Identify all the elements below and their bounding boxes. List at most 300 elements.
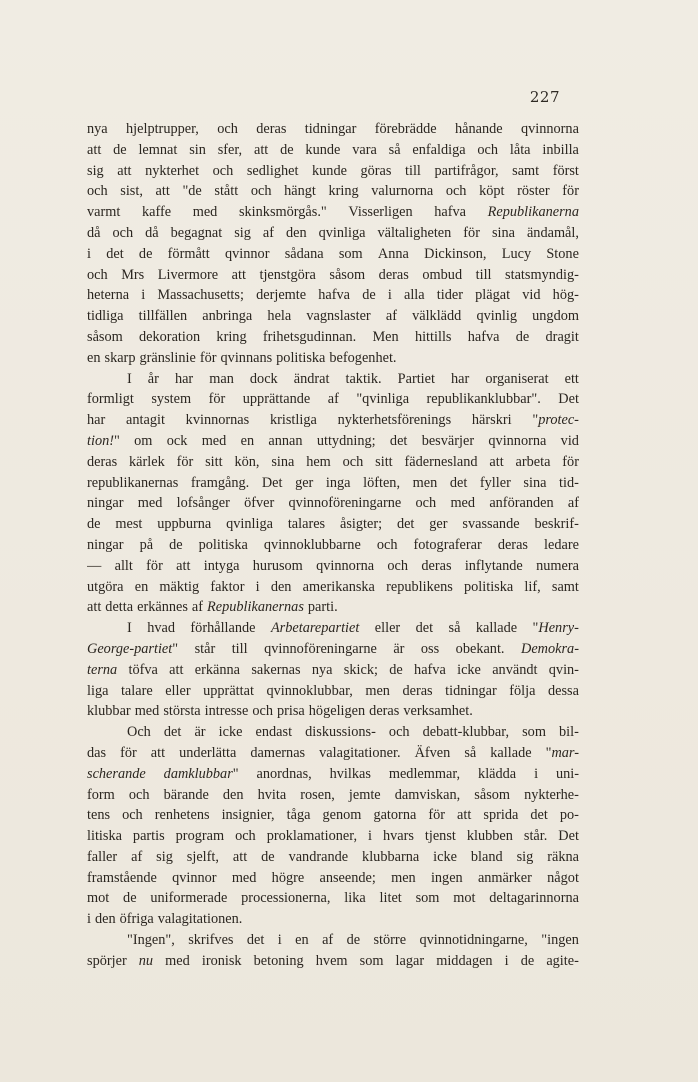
word: en xyxy=(295,932,309,949)
word: icke xyxy=(457,661,481,678)
word: ungdom xyxy=(532,308,579,325)
word: de xyxy=(346,932,361,949)
word: Men xyxy=(372,328,399,345)
text-line xyxy=(87,535,579,556)
word: Anna xyxy=(377,245,409,262)
word: större xyxy=(373,932,407,949)
word: hela xyxy=(267,308,292,325)
word: de xyxy=(113,141,127,158)
word: öfver xyxy=(244,495,275,512)
word: "qvinliga xyxy=(356,391,410,408)
word: ingen xyxy=(430,869,463,886)
word: att xyxy=(87,141,102,158)
word: och xyxy=(87,266,108,283)
word: tidningar xyxy=(304,121,357,137)
word: faller xyxy=(87,848,118,865)
word: middagen xyxy=(436,952,493,969)
word: heterna xyxy=(87,287,130,304)
word: och xyxy=(87,183,108,200)
word: liga xyxy=(87,682,109,699)
word: har xyxy=(174,370,194,387)
word: genom xyxy=(322,807,362,824)
word: George-partiet" xyxy=(87,640,179,657)
word: "ingen xyxy=(541,932,579,949)
word: lofsånger xyxy=(176,495,230,512)
word: qvinnorna xyxy=(316,557,375,574)
word: i xyxy=(277,932,282,949)
word: fotograferar xyxy=(413,536,482,553)
word: vältaligheten xyxy=(377,224,452,241)
text-line xyxy=(87,701,579,722)
text-line xyxy=(87,743,579,764)
word: Äfven xyxy=(414,744,451,761)
text-line xyxy=(87,452,579,473)
word: mest xyxy=(115,516,143,533)
word: deras xyxy=(378,266,409,283)
word: klubbarna xyxy=(362,848,420,865)
word: står xyxy=(194,640,216,657)
text-line xyxy=(87,265,579,286)
word: och xyxy=(235,828,256,845)
word: system xyxy=(151,391,192,408)
word: välklädd xyxy=(412,308,462,325)
word: arbeta xyxy=(515,453,551,470)
word: vandrande xyxy=(288,848,349,865)
word: att xyxy=(150,744,166,761)
word: formligt xyxy=(87,391,134,408)
word: förhållande xyxy=(190,620,256,637)
word: att xyxy=(253,141,269,158)
word: om xyxy=(134,432,153,449)
word: och xyxy=(477,141,499,158)
word: kallade xyxy=(475,620,518,637)
text-line xyxy=(87,306,579,327)
word: anföranden xyxy=(489,495,554,512)
word: kvinnornas xyxy=(185,412,250,429)
word: som xyxy=(415,890,440,907)
word: spörjer xyxy=(87,952,127,969)
word: att xyxy=(489,453,504,470)
word: hafva xyxy=(318,287,351,304)
word: står. xyxy=(523,828,548,845)
word: sådana xyxy=(284,245,324,262)
word: kring xyxy=(216,328,247,345)
word: förmått xyxy=(167,245,210,262)
word: ger xyxy=(429,516,448,533)
text-line xyxy=(87,223,579,244)
word: att xyxy=(457,807,472,824)
word: till xyxy=(231,640,248,657)
word: tjenstgöra xyxy=(259,266,316,283)
word: i xyxy=(87,245,91,262)
word: deltagarinnorna xyxy=(489,890,579,907)
word: och xyxy=(342,453,364,470)
word: eller xyxy=(165,682,191,699)
word: och xyxy=(388,724,410,741)
word: i xyxy=(504,952,509,969)
word: den xyxy=(285,224,307,241)
word: ändrat xyxy=(293,370,330,387)
text-line xyxy=(87,140,579,161)
word: republikanklubbar". xyxy=(426,391,541,408)
text-line xyxy=(87,285,579,306)
word: I xyxy=(127,370,132,387)
word: qvinnoklubbar, xyxy=(266,682,353,699)
word: klädda xyxy=(478,765,517,782)
text-line xyxy=(87,951,579,972)
word: till xyxy=(405,162,421,179)
word: skrifves xyxy=(188,932,234,949)
word: svassande xyxy=(462,516,520,533)
word: men xyxy=(365,682,390,699)
word: politiska xyxy=(198,536,248,553)
word: bil- xyxy=(559,724,579,741)
word: sig xyxy=(87,162,104,179)
word: och xyxy=(387,557,409,574)
text-line xyxy=(87,473,579,494)
word: kön, xyxy=(234,453,260,470)
word: hvita xyxy=(257,786,287,803)
text-line xyxy=(87,431,579,452)
word: i xyxy=(534,765,539,782)
word: sedlighet xyxy=(246,162,299,179)
word: valurnorna xyxy=(371,183,434,200)
text-line xyxy=(87,597,579,618)
word: uppburna xyxy=(157,516,212,533)
word: göras xyxy=(360,162,392,179)
word: qvinnor xyxy=(172,869,217,886)
word: nykterhetsförenings xyxy=(337,412,452,429)
word: hittills xyxy=(414,328,452,345)
word: republikens xyxy=(386,578,453,595)
word: och xyxy=(128,786,150,803)
word: och xyxy=(252,703,273,720)
word: men xyxy=(412,474,438,491)
word: som xyxy=(338,245,363,262)
word: med xyxy=(201,432,227,449)
word: hem xyxy=(306,453,331,470)
word: gatorna xyxy=(373,807,417,824)
word: ett xyxy=(564,370,579,387)
text-line xyxy=(87,660,579,681)
word: skick; xyxy=(343,661,378,678)
word: antagit xyxy=(126,412,165,429)
word: framgång. xyxy=(190,474,250,491)
word: skarp xyxy=(104,349,136,366)
word: program xyxy=(175,828,225,845)
word: verksamhet. xyxy=(403,703,473,720)
word: för xyxy=(120,744,137,761)
word: för xyxy=(562,453,579,470)
word: att xyxy=(117,162,132,179)
word: högeligen xyxy=(308,703,366,720)
word: år xyxy=(147,370,159,387)
word: så xyxy=(448,620,461,637)
word: hafva xyxy=(434,204,467,221)
word: enfaldiga xyxy=(412,141,466,158)
word: den xyxy=(222,786,244,803)
word: af xyxy=(385,308,397,325)
word: proklamationer, xyxy=(266,828,358,845)
word: i xyxy=(87,911,91,928)
word: deras xyxy=(369,703,400,720)
word: klubbar xyxy=(87,703,131,720)
word: uni- xyxy=(555,765,579,782)
word: en xyxy=(240,432,255,449)
word: sig xyxy=(234,224,251,241)
word: prisa xyxy=(276,703,305,720)
word: Dickinson, xyxy=(424,245,487,262)
text-line xyxy=(87,202,579,223)
word: anseende; xyxy=(319,869,376,886)
word: litiska xyxy=(87,828,122,845)
word: mot xyxy=(87,890,110,907)
word: ock xyxy=(166,432,188,449)
text-line xyxy=(87,181,579,202)
word: statsmyndig- xyxy=(505,266,579,283)
word: härskri xyxy=(471,412,512,429)
word: tillfällen xyxy=(138,308,188,325)
word: tid- xyxy=(559,474,579,491)
word: det xyxy=(163,724,182,741)
word: ningar xyxy=(87,495,124,512)
word: som xyxy=(522,724,546,741)
word: med xyxy=(134,703,160,720)
word: har xyxy=(451,370,470,387)
word: Visserligen xyxy=(348,204,413,221)
word: först xyxy=(552,162,579,179)
word: qvinnorna xyxy=(488,432,547,449)
word: för xyxy=(176,453,194,470)
text-line xyxy=(87,826,579,847)
word: terna xyxy=(87,661,118,678)
word: hängt xyxy=(284,183,316,200)
word: vagnslaster xyxy=(306,308,371,325)
word: tens xyxy=(87,807,111,824)
word: hvad xyxy=(147,620,175,637)
word: nya xyxy=(87,121,108,137)
word: qvinliga xyxy=(318,224,366,241)
word: följa xyxy=(509,682,536,699)
word: det xyxy=(389,432,408,449)
word: ningar xyxy=(87,536,124,553)
word: qvinnotidningarne, xyxy=(419,932,528,949)
text-line xyxy=(87,722,579,743)
word: insignier, xyxy=(221,807,275,824)
word: de xyxy=(389,661,403,678)
word: damklubbar" xyxy=(163,765,239,782)
word: sitt xyxy=(205,453,223,470)
word: processionerna, xyxy=(241,890,331,907)
word: kristliga xyxy=(269,412,317,429)
word: deras xyxy=(497,536,528,553)
word: betoning xyxy=(253,952,304,969)
word: uttydning; xyxy=(316,432,376,449)
word: och xyxy=(445,183,467,200)
word: i xyxy=(387,287,392,304)
word: tjenst xyxy=(424,828,456,845)
word: begagnat xyxy=(170,224,223,241)
word: tidliga xyxy=(87,308,124,325)
word: parti. xyxy=(307,599,338,616)
word: kallade xyxy=(490,744,532,761)
word: då xyxy=(87,224,101,241)
word: i xyxy=(368,828,372,845)
word: alla xyxy=(403,287,425,304)
word: såsom xyxy=(87,328,123,345)
word: Livermore xyxy=(157,266,219,283)
word: det xyxy=(530,807,548,824)
word: för xyxy=(463,224,480,241)
word: nykterhe- xyxy=(524,786,579,803)
word: beskrif- xyxy=(534,516,579,533)
word: "mar- xyxy=(545,744,579,761)
word: samt xyxy=(512,162,540,179)
word: mäktig xyxy=(159,578,200,595)
page-number: 227 xyxy=(529,88,560,106)
word: erkännes xyxy=(137,599,188,616)
word: nya xyxy=(311,661,333,678)
word: den xyxy=(270,578,292,595)
word: deras xyxy=(87,453,118,470)
word: räkna xyxy=(547,848,579,865)
word: Republikanerna xyxy=(487,204,579,221)
word: med xyxy=(137,495,163,512)
word: öfriga xyxy=(119,911,154,928)
text-line xyxy=(87,577,579,598)
word: en xyxy=(134,578,149,595)
word: det xyxy=(449,474,468,491)
word: något xyxy=(547,869,579,886)
word: fyller xyxy=(479,474,511,491)
text-line xyxy=(87,805,579,826)
word: de xyxy=(87,516,101,533)
word: det xyxy=(246,932,265,949)
word: dessa xyxy=(547,682,579,699)
word: amerikanska xyxy=(302,578,375,595)
word: hög- xyxy=(552,287,579,304)
text-line xyxy=(87,493,579,514)
word: löften, xyxy=(363,474,401,491)
text-line xyxy=(87,909,579,930)
word: har xyxy=(87,412,106,429)
word: röster xyxy=(517,183,550,200)
word: gränslinie xyxy=(139,349,196,366)
word: taktik. xyxy=(345,370,382,387)
word: allt xyxy=(114,557,133,574)
word: deras xyxy=(256,121,287,137)
word: ombud xyxy=(422,266,463,283)
word: af xyxy=(322,932,334,949)
word: annan xyxy=(268,432,303,449)
word: icke xyxy=(218,724,243,741)
word: qvinnoklubbarne xyxy=(263,536,361,553)
word: låta xyxy=(509,141,531,158)
word: sina xyxy=(523,474,547,491)
word: för xyxy=(428,807,446,824)
word: samt xyxy=(551,578,579,595)
word: att xyxy=(232,848,248,865)
word: och xyxy=(122,807,143,824)
word: partis xyxy=(132,828,165,845)
word: inga xyxy=(325,474,351,491)
word: anbringa xyxy=(202,308,253,325)
word: damviskan, xyxy=(394,786,461,803)
word: politiska xyxy=(463,578,514,595)
word: så xyxy=(464,744,477,761)
word: eller xyxy=(374,620,401,637)
word: till xyxy=(475,266,492,283)
word: en xyxy=(87,349,101,366)
word: Det xyxy=(558,828,579,845)
text-line xyxy=(87,888,579,909)
word: sprida xyxy=(483,807,519,824)
word: med xyxy=(231,869,257,886)
text-line xyxy=(87,348,579,369)
word: de xyxy=(520,952,535,969)
word: detta xyxy=(105,599,134,616)
word: de xyxy=(280,141,294,158)
word: "Ingen", xyxy=(127,932,175,949)
word: rosen, xyxy=(300,786,335,803)
word: intresse xyxy=(204,703,249,720)
word: Lucy xyxy=(501,245,532,262)
word: töfva xyxy=(128,661,158,678)
text-line xyxy=(87,868,579,889)
word: obekant. xyxy=(455,640,505,657)
text-line xyxy=(87,161,579,182)
word: och xyxy=(250,183,272,200)
word: tion!" xyxy=(87,432,120,449)
word: icke xyxy=(433,848,457,865)
word: förebrädde xyxy=(374,121,437,137)
text-line xyxy=(87,847,579,868)
word: af xyxy=(327,391,339,408)
word: qvinnoföreningarne xyxy=(288,495,402,512)
word: de xyxy=(261,848,275,865)
word: Arbetarepartiet xyxy=(270,620,360,637)
word: Demokra- xyxy=(521,640,579,657)
word: och xyxy=(212,162,234,179)
word: faktor xyxy=(210,578,245,595)
word: det xyxy=(415,620,434,637)
word: kunde xyxy=(305,141,341,158)
word: underlätta xyxy=(179,744,237,761)
word: qvin- xyxy=(548,661,579,678)
word: Det xyxy=(261,474,283,491)
word: fädernesland xyxy=(404,453,478,470)
text-line xyxy=(87,618,579,639)
word: talares xyxy=(287,516,326,533)
text-line xyxy=(87,639,579,660)
text-line xyxy=(87,785,579,806)
word: ändamål, xyxy=(526,224,579,241)
word: Massachusetts; xyxy=(157,287,244,304)
text-line xyxy=(87,556,579,577)
body-text xyxy=(87,119,579,972)
word: politiska xyxy=(276,349,326,366)
word: tidningar xyxy=(445,682,497,699)
word: ledare xyxy=(544,536,579,553)
word: dock xyxy=(249,370,278,387)
word: po- xyxy=(559,807,579,824)
word: bland xyxy=(470,848,503,865)
word: scherande xyxy=(87,765,146,782)
word: jemte xyxy=(348,786,381,803)
word: endast xyxy=(255,724,293,741)
word: sig xyxy=(156,848,173,865)
word: så xyxy=(388,141,401,158)
